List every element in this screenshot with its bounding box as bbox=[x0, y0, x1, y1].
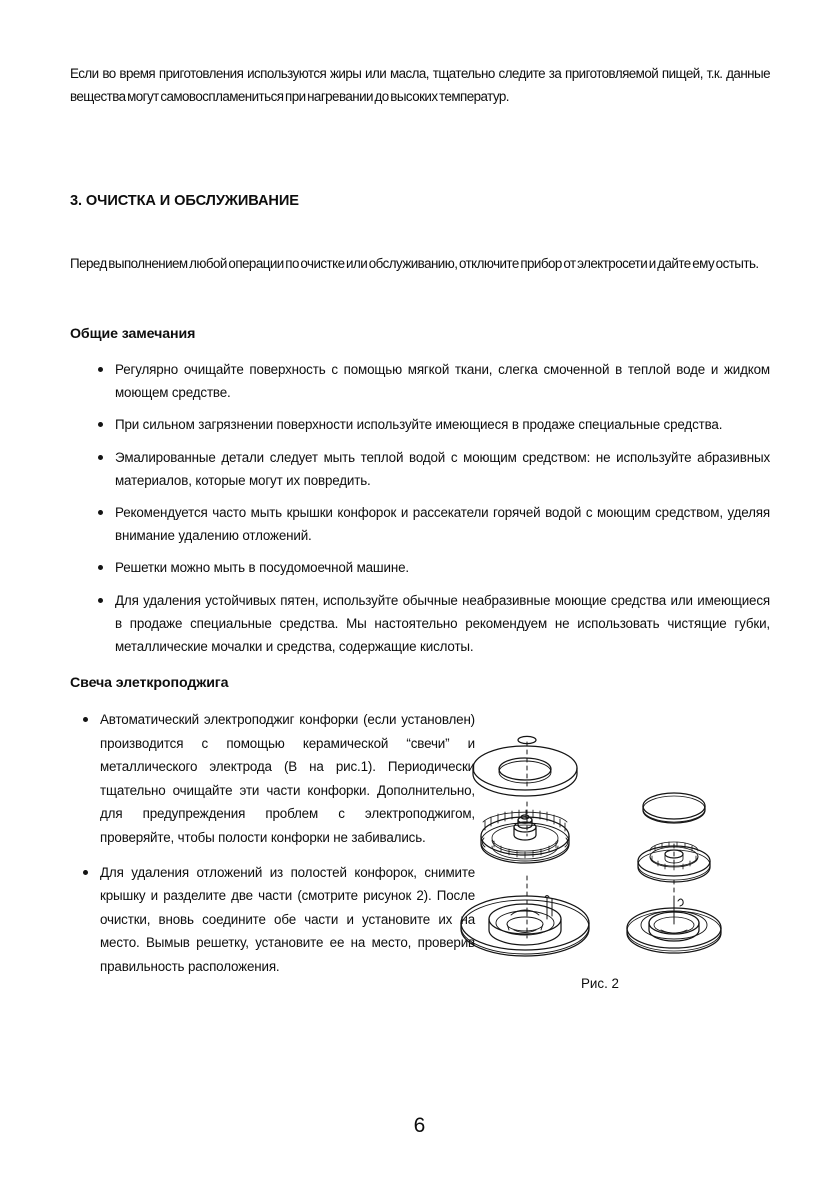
list-item-text: Для удаления устойчивых пятен, используйте обычные неабразивные моющие средства или имеющиеся в продаже специальные средства. Мы настоятельно рекомендуем не использовать чистящие губки, металлические мочалки и средства, содержащие кислоты. bbox=[115, 592, 770, 655]
two-column-block bbox=[70, 708, 770, 998]
list-item-text: Рекомендуется часто мыть крышки конфорок и рассекатели горячей водой с моющим средством, уделяя внимание удалению отложений. bbox=[115, 505, 770, 544]
burner-exploded-diagram-icon bbox=[459, 716, 749, 981]
list-item bbox=[70, 589, 770, 659]
general-notes-heading-block bbox=[70, 326, 770, 342]
spark-plug-text-column bbox=[70, 708, 475, 990]
list-item bbox=[70, 556, 770, 579]
list-item-text: Для удаления отложений из полостей конфорок, снимите крышку и разделите две части (смотрите рисунок 2). После очистки, вновь соедините обе части и установите их на место. Вымыв решетку, установите ее на место, проверив правильность расположения. bbox=[100, 864, 475, 974]
bullet-dot-icon bbox=[83, 870, 88, 875]
bullet-dot-icon bbox=[98, 598, 103, 603]
list-item bbox=[70, 501, 770, 547]
general-notes-heading: Общие замечания bbox=[70, 326, 196, 342]
general-notes-list bbox=[70, 358, 770, 658]
figure-caption: Рис. 2 bbox=[581, 976, 619, 991]
bullet-dot-icon bbox=[83, 717, 88, 722]
burner-figure bbox=[475, 708, 770, 998]
spark-plug-list bbox=[70, 708, 475, 979]
two-column-layout bbox=[70, 708, 770, 998]
bullet-dot-icon bbox=[98, 422, 103, 427]
list-item-text: Решетки можно мыть в посудомоечной машине. bbox=[115, 560, 409, 576]
bullet-dot-icon bbox=[98, 565, 103, 570]
list-item bbox=[70, 358, 770, 404]
list-item-text: При сильном загрязнении поверхности используйте имеющиеся в продаже специальные средства. bbox=[115, 417, 723, 433]
list-item-text: Автоматический электроподжиг конфорки (если установлен) производится с помощью керамической “свечи” и металлического электрода (В на рис.1). Периодически тщательно очищайте эти части конфорки. Дополнительно, для предупреждения проблем с электроподжигом, проверяйте, чтобы полости конфорки не забивались. bbox=[100, 712, 475, 845]
spark-plug-heading-block bbox=[70, 675, 770, 691]
section-heading: 3. ОЧИСТКА И ОБСЛУЖИВАНИЕ bbox=[70, 193, 299, 209]
section-heading-block bbox=[70, 193, 770, 209]
list-item bbox=[70, 413, 770, 436]
section-lead-block bbox=[70, 252, 770, 275]
bullet-dot-icon bbox=[98, 510, 103, 515]
spark-plug-heading: Свеча элеткроподжига bbox=[70, 675, 229, 691]
figure-column bbox=[475, 708, 770, 998]
intro-paragraph-block bbox=[70, 62, 770, 108]
bullet-dot-icon bbox=[98, 455, 103, 460]
intro-paragraph: Если во время приготовления используются жиры или масла, тщательно следите за приготовляемой пищей, т.к. данные вещества могут самовоспламениться при нагревании до высоких температур. bbox=[70, 66, 770, 104]
list-item bbox=[70, 861, 475, 979]
page-number: 6 bbox=[413, 1114, 426, 1137]
bullet-dot-icon bbox=[98, 367, 103, 372]
list-item-text: Регулярно очищайте поверхность с помощью мягкой ткани, слегка смоченной в теплой воде и жидком моющем средстве. bbox=[115, 362, 770, 401]
list-item-text: Эмалированные детали следует мыть теплой водой с моющим средством: не используйте абразивных материалов, которые могут их повредить. bbox=[115, 449, 770, 488]
section-lead-paragraph: Перед выполнением любой операции по очистке или обслуживанию, отключите прибор от электросети и дайте ему остыть. bbox=[70, 256, 759, 271]
list-item bbox=[70, 708, 475, 850]
list-item bbox=[70, 446, 770, 492]
general-notes-list-block bbox=[70, 358, 770, 658]
